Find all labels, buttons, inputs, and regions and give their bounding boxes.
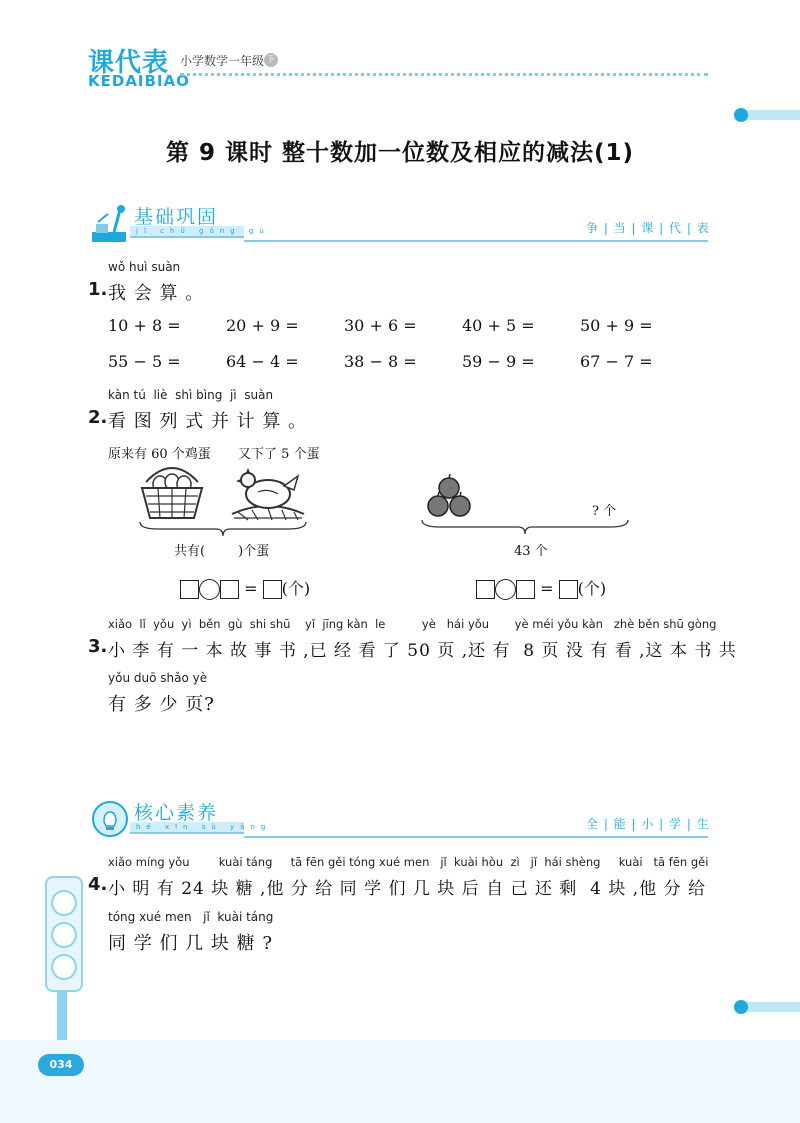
section2-motto: 全 | 能 | 小 | 学 | 生	[586, 817, 710, 831]
section2-line	[244, 836, 708, 838]
q2-label-original-eggs: 原来有 60 个鸡蛋	[108, 447, 211, 462]
answer-box[interactable]	[516, 580, 535, 599]
q2-left-brace	[138, 520, 308, 538]
q2-left-total: 共有( )个蛋	[174, 544, 270, 559]
section1-line	[244, 240, 708, 242]
book-subtitle: 小学数学一年级	[180, 54, 265, 68]
q1-expr: 55 − 5 =	[108, 352, 181, 371]
section1-title: 基础巩固	[134, 206, 219, 228]
section2-pinyin: hé xīn sù yǎng	[136, 823, 272, 831]
egg-basket-image	[136, 460, 208, 522]
q2-right-formula	[476, 576, 606, 600]
traffic-light-pole	[57, 990, 67, 1042]
equals-sign: =	[244, 579, 263, 598]
q2-pinyin: kàn tú liè shì bìng jì suàn	[108, 388, 274, 402]
q1-expr: 10 + 8 =	[108, 316, 181, 335]
q4-text-line2: 同 学 们 几 块 糖 ?	[108, 933, 273, 954]
q1-text: 我 会 算 。	[108, 283, 205, 304]
section2-title: 核心素养	[134, 802, 219, 824]
q2-right-total: 43 个	[514, 544, 548, 559]
q2-label-new-eggs: 又下了 5 个蛋	[238, 447, 320, 462]
q1-pinyin: wǒ huì suàn	[108, 260, 181, 274]
section1-pinyin: jī chǔ gǒng gù	[136, 227, 270, 235]
operator-circle[interactable]	[199, 579, 220, 600]
q1-expr: 67 − 7 =	[580, 352, 653, 371]
equals-sign: =	[540, 579, 559, 598]
q1-expr: 59 − 9 =	[462, 352, 535, 371]
q4-pinyin-line1: xiǎo míng yǒu kuài táng tā fēn gěi tóng xué men jǐ kuài hòu zì jǐ hái shèng kuài tā fēn gěi	[108, 855, 709, 869]
brand-logo-en: KEDAIBIAO	[88, 72, 190, 90]
apples-image	[424, 474, 474, 520]
lesson-title: 第 9 课时 整十数加一位数及相应的减法(1)	[165, 140, 635, 166]
q1-expr: 20 + 9 =	[226, 316, 299, 335]
brand-logo-cn: 课代表	[88, 48, 170, 78]
q2-number: 2.	[88, 407, 108, 428]
unit-label: (个)	[577, 579, 607, 598]
grade-badge: 下	[264, 53, 278, 67]
side-tab-top	[740, 110, 800, 120]
side-tab-dot-top	[734, 108, 748, 122]
unit-label: (个)	[281, 579, 311, 598]
q1-expr: 30 + 6 =	[344, 316, 417, 335]
q2-right-brace	[420, 518, 630, 536]
q1-expr: 38 − 8 =	[344, 352, 417, 371]
q3-pinyin-line2: yǒu duō shǎo yè	[108, 671, 208, 685]
q1-expr: 50 + 9 =	[580, 316, 653, 335]
q4-text-line1: 小 明 有 24 块 糖 ,他 分 给 同 学 们 几 块 后 自 己 还 剩 4 块 ,他 分 给	[108, 879, 706, 899]
study-desk-icon	[88, 202, 130, 246]
page-number: 034	[38, 1054, 84, 1076]
q1-expr: 64 − 4 =	[226, 352, 299, 371]
q3-number: 3.	[88, 636, 108, 657]
hen-nest-image	[228, 462, 308, 522]
q4-pinyin-line2: tóng xué men jǐ kuài táng	[108, 910, 274, 924]
footer-band	[0, 1040, 800, 1123]
side-tab-bottom	[740, 1002, 800, 1012]
q1-number: 1.	[88, 279, 108, 300]
header-dotted-divider	[180, 73, 708, 76]
q2-left-formula	[180, 576, 310, 600]
answer-box[interactable]	[180, 580, 199, 599]
answer-box[interactable]	[476, 580, 495, 599]
side-tab-dot-bottom	[734, 1000, 748, 1014]
section1-motto: 争 | 当 | 课 | 代 | 表	[586, 221, 710, 235]
q3-text-line2: 有 多 少 页?	[108, 694, 215, 715]
operator-circle[interactable]	[495, 579, 516, 600]
answer-box[interactable]	[559, 580, 578, 599]
q2-text: 看 图 列 式 并 计 算 。	[108, 411, 308, 432]
q1-expr: 40 + 5 =	[462, 316, 535, 335]
traffic-light-bottom	[51, 954, 77, 980]
traffic-light-top	[51, 890, 77, 916]
traffic-light-middle	[51, 922, 77, 948]
q3-pinyin-line1: xiǎo lǐ yǒu yì běn gù shi shū yǐ jīng kàn le yè hái yǒu yè méi yǒu kàn zhè běn shū gòng	[108, 617, 717, 631]
q3-text-line1: 小 李 有 一 本 故 事 书 ,已 经 看 了 50 页 ,还 有 8 页 没 有 看 ,这 本 书 共	[108, 641, 737, 661]
lightbulb-icon	[90, 800, 130, 838]
answer-box[interactable]	[220, 580, 239, 599]
answer-box[interactable]	[263, 580, 282, 599]
q2-right-question: ? 个	[592, 504, 617, 519]
q4-number: 4.	[88, 874, 108, 895]
